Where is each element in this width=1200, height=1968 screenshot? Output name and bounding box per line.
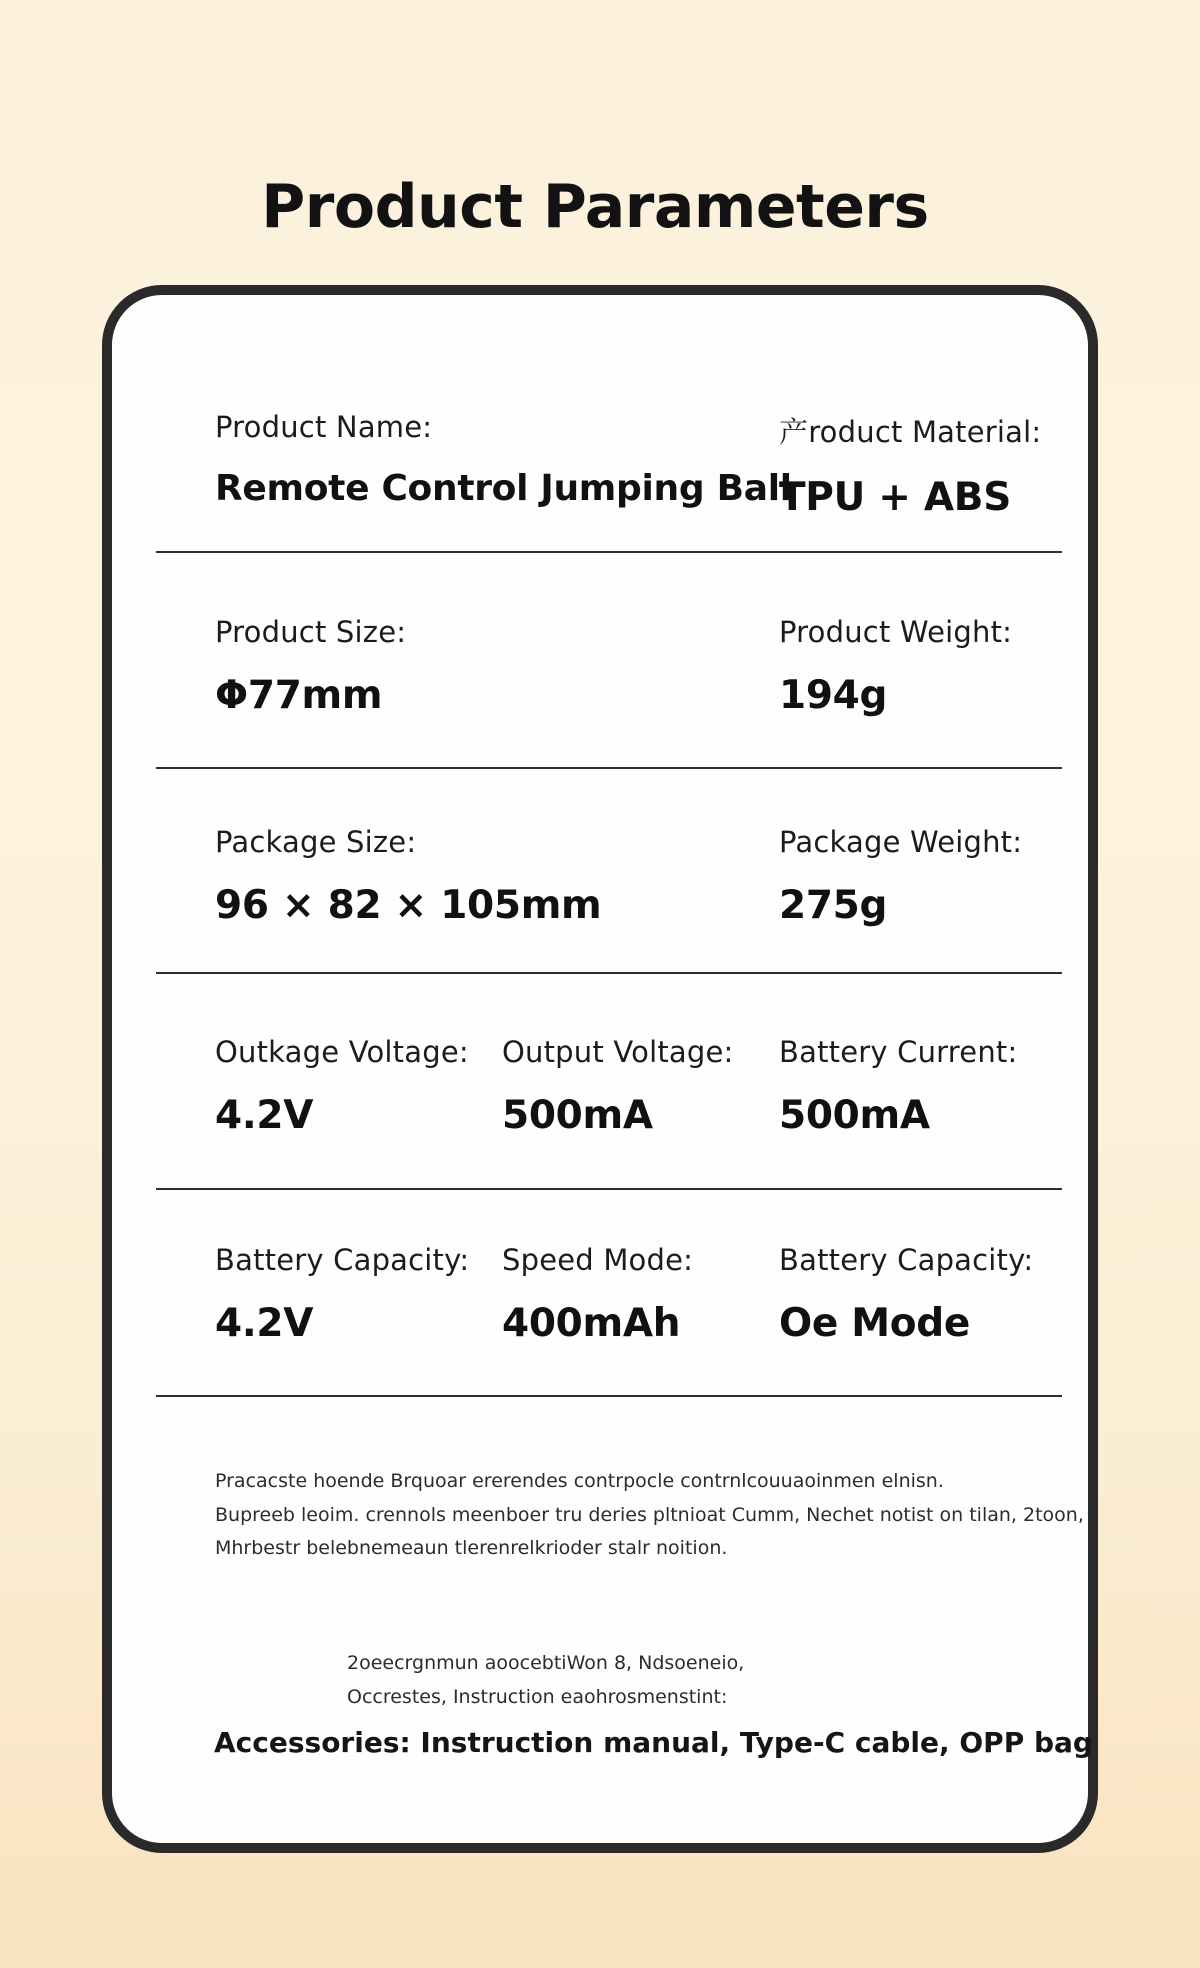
param-row bbox=[156, 410, 1062, 553]
param-cell bbox=[502, 1035, 734, 1138]
param-label: 产roduct Material: bbox=[779, 415, 1042, 449]
param-value: 4.2V bbox=[215, 1301, 314, 1346]
param-cell bbox=[779, 1243, 1033, 1346]
param-cell bbox=[779, 410, 1041, 520]
param-label: Battery Capacity: bbox=[779, 1243, 1034, 1277]
param-cell bbox=[215, 1035, 469, 1138]
param-label: Battery Capacity: bbox=[215, 1243, 470, 1277]
param-value: 194g bbox=[779, 673, 888, 718]
subnote-line: 2oeecrgnmun aoocebtiWon 8, Ndsoeneio, bbox=[347, 1652, 745, 1674]
param-value: Oe Mode bbox=[779, 1301, 971, 1346]
param-value: 400mAh bbox=[502, 1301, 681, 1346]
param-cell bbox=[215, 410, 792, 509]
param-cell bbox=[779, 615, 1012, 718]
subnote-line: Occrestes, Instruction eaohrosmenstint: bbox=[347, 1686, 728, 1708]
param-value: 500mA bbox=[502, 1093, 653, 1138]
param-value: 4.2V bbox=[215, 1093, 314, 1138]
param-row bbox=[156, 1243, 1062, 1397]
param-value: Remote Control Jumping Ball bbox=[215, 468, 792, 509]
param-cell bbox=[779, 1035, 1017, 1138]
param-value: TPU + ABS bbox=[779, 475, 1011, 520]
param-cell bbox=[779, 825, 1022, 928]
note-line: Bupreeb leoim. crennols meenboer tru deries pltnioat Cumm, Nechet notist on tilan, 2toon, bbox=[215, 1504, 1084, 1526]
param-label: Outkage Voltage: bbox=[215, 1035, 469, 1069]
note-line: Mhrbestr belebnemeaun tlerenrelkrioder stalr noition. bbox=[215, 1537, 728, 1559]
page-title: Product Parameters bbox=[261, 172, 929, 242]
param-value: Φ77mm bbox=[215, 673, 383, 718]
param-cell bbox=[215, 825, 601, 928]
param-label: Product Weight: bbox=[779, 615, 1013, 649]
parameters-card bbox=[102, 285, 1098, 1853]
param-cell bbox=[215, 615, 406, 718]
param-cell bbox=[215, 1243, 469, 1346]
param-label: Package Weight: bbox=[779, 825, 1023, 859]
param-row bbox=[156, 1035, 1062, 1190]
param-label: Package Size: bbox=[215, 825, 417, 859]
accessories-line: Accessories: Instruction manual, Type-C cable, OPP bag bbox=[214, 1726, 1093, 1759]
param-value: 500mA bbox=[779, 1093, 930, 1138]
param-value: 275g bbox=[779, 883, 888, 928]
param-value: 96 × 82 × 105mm bbox=[215, 883, 602, 928]
param-label: Output Voltage: bbox=[502, 1035, 734, 1069]
param-row bbox=[156, 825, 1062, 974]
param-cell bbox=[502, 1243, 693, 1346]
param-label: Battery Current: bbox=[779, 1035, 1018, 1069]
param-label: Product Size: bbox=[215, 615, 407, 649]
param-label: Product Name: bbox=[215, 410, 433, 444]
note-line: Pracacste hoende Brquoar ererendes contrpocle contrnlcouuaoinmen elnisn. bbox=[215, 1470, 944, 1492]
param-label: Speed Mode: bbox=[502, 1243, 694, 1277]
param-row bbox=[156, 615, 1062, 769]
